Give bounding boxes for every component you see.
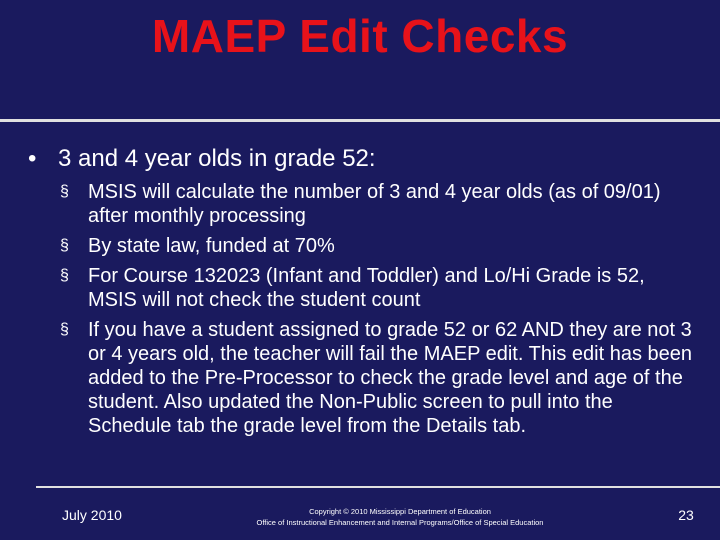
- section-marker-icon: §: [60, 267, 69, 284]
- sub-bullet-text: If you have a student assigned to grade 52 or 62 AND they are not 3 or 4 years old, the teacher will fail the MAEP edit. This edit has been added to the Pre-Processor to check the grade level and age of the student. Also updated the Non-Public screen to pull into the Schedule tab the grade level from the Details tab.: [88, 319, 693, 437]
- sub-bullet-text: For Course 132023 (Infant and Toddler) and Lo/Hi Grade is 52, MSIS will not check the student count: [88, 265, 645, 311]
- title-divider: [0, 119, 720, 122]
- section-marker-icon: §: [60, 183, 69, 200]
- bullet-dot-icon: •: [28, 145, 37, 172]
- footer-divider: [36, 486, 720, 488]
- copyright-line: Copyright © 2010 Mississippi Department of Education: [309, 507, 491, 516]
- main-bullet: [28, 144, 698, 174]
- sub-bullet-text: By state law, funded at 70%: [88, 235, 335, 257]
- footer-copyright: [180, 506, 620, 528]
- office-line: Office of Instructional Enhancement and Internal Programs/Office of Special Education: [256, 518, 544, 527]
- sub-bullet: [58, 234, 698, 258]
- main-bullet-text: 3 and 4 year olds in grade 52:: [58, 145, 376, 172]
- sub-bullet-text: MSIS will calculate the number of 3 and 4 year olds (as of 09/01) after monthly processing: [88, 181, 661, 227]
- sub-bullet: [58, 264, 698, 312]
- section-marker-icon: §: [60, 237, 69, 254]
- footer-date: July 2010: [62, 507, 122, 523]
- sub-bullet: [58, 318, 698, 438]
- sub-bullet-list: [58, 180, 698, 444]
- sub-bullet: [58, 180, 698, 228]
- slide-title: MAEP Edit Checks: [151, 10, 569, 62]
- page-number: 23: [678, 507, 694, 523]
- section-marker-icon: §: [60, 321, 69, 338]
